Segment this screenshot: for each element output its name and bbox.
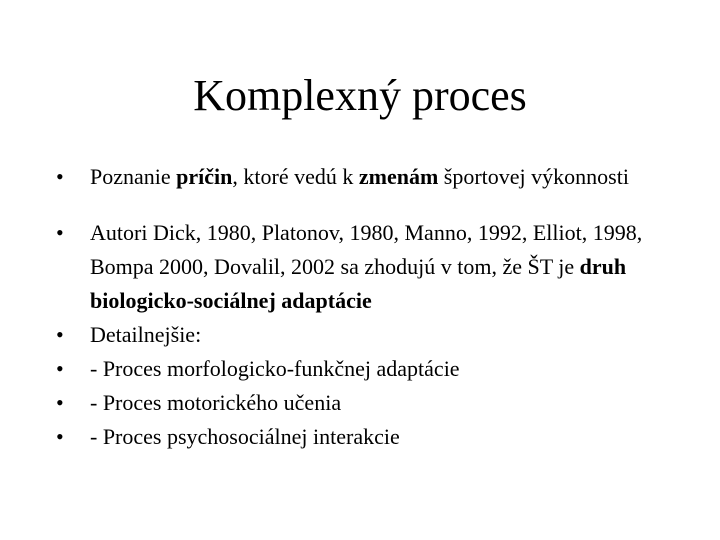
bullet-text: - Proces motorického učenia: [90, 390, 342, 415]
bullet-list: [56, 160, 676, 454]
bold-text: príčin: [176, 164, 233, 189]
bullet-icon: •: [56, 164, 64, 189]
bullet-item-psychosocial: [56, 420, 676, 454]
bullet-text: Detailnejšie:: [90, 322, 202, 347]
bullet-icon: •: [56, 220, 64, 245]
slide-title: Komplexný proces: [193, 71, 527, 120]
bullet-item-motor-learning: [56, 386, 676, 420]
bullet-item-authors: [56, 216, 676, 318]
bullet-icon: •: [56, 424, 64, 449]
bullet-text: , ktoré vedú k: [232, 164, 359, 189]
bullet-text: športovej výkonnosti: [438, 164, 629, 189]
bullet-text: - Proces morfologicko-funkčnej adaptácie: [90, 356, 460, 381]
bullet-icon: •: [56, 322, 64, 347]
bold-text: zmenám: [358, 164, 439, 189]
bullet-icon: •: [56, 390, 64, 415]
bullet-text: Poznanie: [90, 164, 177, 189]
bullet-text: Autori Dick, 1980, Platonov, 1980, Manno, 1992, Elliot, 1998, Bompa 2000, Dovalil, 2002 sa zhodujú v tom, že ŠT je: [90, 220, 643, 279]
bullet-item-morphological: [56, 352, 676, 386]
bold-text: druh biologicko-sociálnej adaptácie: [90, 254, 627, 313]
bullet-text: - Proces psychosociálnej interakcie: [90, 424, 400, 449]
bullet-item-details: [56, 318, 676, 352]
bullet-item-causes: [56, 160, 676, 194]
bullet-icon: •: [56, 356, 64, 381]
